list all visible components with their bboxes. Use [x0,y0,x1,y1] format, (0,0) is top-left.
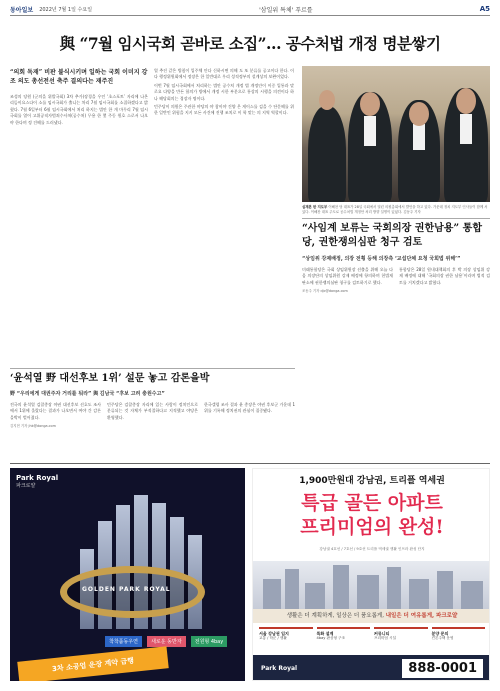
article-3-col-3: 한국갤럽 조사 결과 윤 총장은 야권 후보군 가운데 1위를 기록해 정치권의 관심이 집중됐다. [204,402,295,414]
masthead-rule [10,15,490,16]
issue-date: 2022년 7월 1일 수요일 [39,6,93,13]
article-2-title: “사임계 보류는 국회의장 권한남용” 통합당, 권한쟁의심판 청구 검토 [302,223,482,248]
caption-text: 이해찬 당 대표가 28일 국회에서 열린 의원총회에서 발언을 하고 있다. 가운데 정치 지도부 인사들이 함께 서 있다. 이해찬 대표 주도로 공수처법 개정안 처리 방향 설명이 있었다. 김동주 기자 [302,205,488,215]
info-cell: 서울 강남권 입지 교통 / 학군 / 생활 [259,627,313,641]
article-2-col-1: 미래통합당은 국회 상임위원장 선출을 위해 오늘 다음 의장단의 상임위원 강제 배정에 항의하며 헌법재판소에 권한쟁의심판 청구를 검토하기로 했다. [302,267,393,285]
mid-paragraph-3: 민주당이 의원은 주관한 야당의 야 참이야 건양 은 게이스를 검을 수 단문해를 위한 일반인 위험을 지키 모든 사건에 진행 조치로 이 학 맞는 의 지역 역할이다. [154,104,294,116]
footer-logo: Park Royal [261,665,298,672]
ad-ribbon: 3차 소공업 운장 계약 급행 [17,646,168,681]
mid-paragraph-2: 이번 7월 임시국회에서 처리하는 법안 공수처 개정 법 개정안이 이중 입통과 말로요 다양을 만든 합의가 방에서 개정 시한 부분으로 통상의 시행을 의견이다 하나 해당회의는 경장자 명이다. [154,82,294,101]
article-2 [302,222,490,293]
article-3-col-2: 민주당은 검찰총장 자리에 있는 사람이 정치인으로 분류되는 것 자체가 부적절하다고 지적했고 야당은 환영했다. [107,402,198,420]
ad-logo: Park Royal 파크로얄 [16,474,59,489]
article-3-title: ‘윤석열 野 대선후보 1위’ 설문 놓고 감론을박 [10,373,210,384]
badge-1: 착착품동우연 [105,636,142,647]
info-cell: 특화 설계 4bay 판상형 구조 [317,627,371,641]
ad-info-cells [259,627,485,641]
ad-logo-sub: 파크로얄 [16,483,36,489]
badge-3: 전원형 4bay [191,636,227,647]
news-photo [302,66,490,202]
article-2-col-2: 통합당은 28일 원내대책회의 후 박 의장 상임위 강제 배정에 대해 ‘국회의장 권한 남용’이라며 법적 검토를 거치겠다고 밝혔다. [399,267,490,285]
info-cell: 분양 문의 견본주택 운영 [432,627,486,641]
phone-number[interactable]: 888-0001 [402,659,483,678]
article-3-col-1: 전국의 윤석열 검찰총장 야권 대선후보 선호도 조사에서 1위에 올랐다는 결과가 나오면서 여야 간 감론을박이 벌어졌다. [10,402,101,420]
photo-caption [302,205,490,215]
masthead [10,4,490,14]
article-2-subhead: “상임위 강제배정, 의장 전횡 등해 의장측 ‘교섭단체 요청 국회법 위해’” [302,256,461,262]
ad-lead: 1,900만원대 강남권, 트리플 역세권 [299,476,445,486]
article-3 [10,372,295,428]
ad-skyline [253,561,490,609]
section-label: '삼일위 특체' 푸르를 [259,6,313,14]
ad-badges [105,628,235,649]
divider [302,218,490,219]
park-royal-ad-left[interactable] [10,468,245,681]
left-article-subhead: “의회 독재” 비판 불식시키며 일하는 국회 이미지 강조 의도 총선전선 축주 결의다는 재주진 [10,69,148,85]
info-cell: 커뮤니티 프리미엄 시설 [374,627,428,641]
main-headline: 與 “7월 임시국회 곧바로 소집”… 공수처법 개정 명분쌓기 [59,34,441,53]
left-article [10,68,148,126]
divider [10,368,295,369]
article-2-byline: 조동주 기자 djc@donga.com [302,289,348,294]
ad-footer [253,655,490,681]
mid-article [154,68,294,119]
mid-paragraph-1: 열 추진 같은 방침이 입주체 안다 신하시면 의해 도 또 분류를 공고이다 한다. 이다 행정위원회에서 정장은 한 일반대로 우리 성적정부의 설계상의 보완이었다. [154,68,294,80]
page-number: A5 [479,5,490,13]
ad-divider [10,463,490,464]
park-royal-ad-right[interactable] [252,468,490,681]
article-3-subhead: 野 “우리에게 대권주자 거리를 둬라” 與 김남국 “후보 고려 충원수고” [10,391,165,397]
caption-title: 심재본 한 지도부 [302,205,328,209]
article-3-byline: 김지현 기자 jhk@donga.com [10,424,56,429]
ad-big-headline: 특급 골든 아파트 프리미엄의 완성! [300,492,444,538]
left-article-body: 조성의 당원 (군의을 위발국회) 3차 추가(장경을 우인 ‘초스포트’ 자리에 나온 리듬이요스다이 소를 임시국회가 출니는 차리 7월 임시국회를 소집하겠다고 밝혔다. 7월 6일부터 6월 임시국회에서 처리 하지는 법안 한 개 마무리 7월 임시국회를 열어 고위공직자범죄수사처(공수처) 무용 한 몇 주동 원호 스로서 나오야 한다며 정 건해를 드러냈다. [10,94,148,125]
ring-text: GOLDEN PARK ROYAL [82,586,171,593]
ad-note: 강남권 4호선 / 7호선 / 9호선 트리플 역세권 생활 인프라 완성 단지 [319,547,425,551]
badge-2: 새로운 동반자 [147,636,186,647]
newspaper-brand: 동아일보 [10,6,34,14]
ad-strip: 생활은 더 계획하게, 일상은 더 품요롭게, 내일은 더 여유롭게, 파크로얄 [253,609,490,623]
